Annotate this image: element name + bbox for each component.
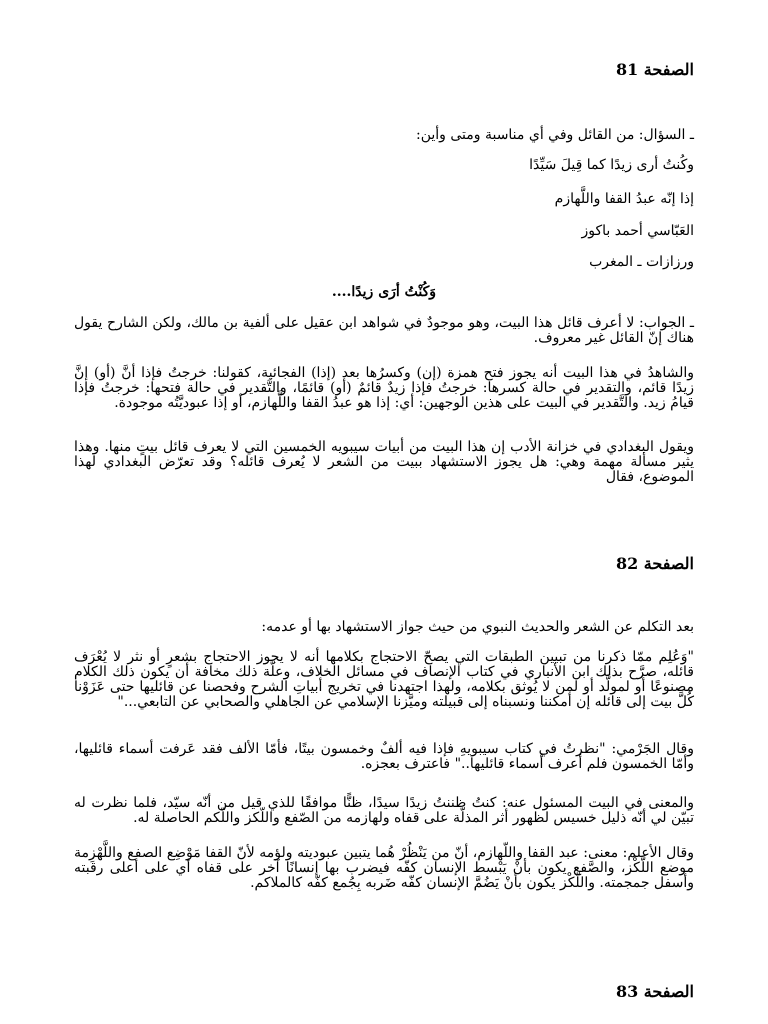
alam-paragraph: وقال الأعلم: معنى: عبد القفا واللّهازم، أنّ من يَنْظُرْ هُما يتبين عبوديته ولؤمه لأنّ القفا مَوْضِع الصفع واللَّهْزِمة موضع اللَّكْز، والصَّفع يكون بأنْ يَبْسط الإنسان كفّه فيضرب بها إنسانًا آخر على قفاه أي على أعلى رقبته وأسفل جمجمته. واللّكْز يكون بأنْ يَضُمَّ الإنسان كفّه ضَربه بِجُمع كفّه كالملاكم. <box>74 845 694 891</box>
verse-second-half: إذا إنّه عبدُ القفا واللَّهازم <box>554 191 694 207</box>
shahid-paragraph: والشاهدُ في هذا البيت أنه يجوز فتح همزة (إن) وكسرُها بعد (إذا) الفجائية، كقولنا: خرجتُ فإذا أنَّ (أو) إنَّ زيدًا قائم، والتقدير في حالة كسرها: خرجتُ فإذا زيدٌ قائمٌ (أو) قائمًا، والتَّقدير في حالة فتحها: خرجتُ فإذا قيامُ زيد. والتَّقدير في البيت على هذين الوجهين: أي: إذا هو عبدُ القفا واللَّهازم، أو إذا عبوديَّتُه موجودة. <box>74 365 694 411</box>
question-line: ـ السؤال: من القائل وفي أي مناسبة ومتى وأين: <box>415 127 694 143</box>
page-82-heading: الصفحة 82 <box>615 554 694 573</box>
verse-first-half: وكُنتُ أرى زيدًا كما قِيلَ سَيِّدًا <box>529 157 694 173</box>
meaning-paragraph: والمعنى في البيت المسئول عنه: كنتُ ظننتُ زيدًا سيدًا، ظنًّا موافقًا للذي قيل من أنّه سيّد، فلما نظرت له تبيّن لي أنّه ذليل خسيس لظهور أثر المذلّة على قفاه ولهازمه من الصّفع واللّكز واللّكم الحاصلة له. <box>74 795 694 826</box>
asker-place: ورزازات ـ المغرب <box>589 254 694 270</box>
section-subtitle: وَكُنْتُ أرَى زيدًا.... <box>331 284 437 300</box>
baghdadi-paragraph: ويقول البغدادي في خزانة الأدب إن هذا البيت من أبيات سيبويه الخمسين التي لا يعرف قائل بيتٍ منها. وهذا يثير مسألة مهمة وهي: هل يجوز الاستشهاد ببيت من الشعر لا يُعرف قائله؟ وقد تعرّض البغدادي لهذا الموضوع، فقال <box>74 439 694 485</box>
page-83-heading: الصفحة 83 <box>615 982 694 1001</box>
answer-paragraph: ـ الجواب: لا أعرف قائل هذا البيت، وهو موجودٌ في شواهد ابن عقيل على ألفية بن مالك، ولكن الشارح يقول هناك إنّ القائل غير معروف. <box>74 315 694 346</box>
intro-line: بعد التكلم عن الشعر والحديث النبوي من حيث جواز الاستشهاد بها أو عدمه: <box>261 619 694 635</box>
jarmi-paragraph: وقال الجَرْمي: "نظرتُ في كتاب سيبويهِ فإذا فيه ألفٌ وخمسون بيتًا، فأمّا الألف فقد عَرفت أسماء قائليها، وأمّا الخمسون فلم أعرف أسماء قائليها.." فاعترف بعجزه. <box>74 741 694 772</box>
asker-name: العَبّاسي أحمد باكوز <box>581 223 694 239</box>
page-81-heading: الصفحة 81 <box>615 60 694 79</box>
quote-paragraph: "وَعُلِم ممّا ذكرنا من تبيين الطبقات التي يصحّ الاحتجاج بكلامها أنه لا يجوز الاحتجاج بشعرٍ أو نثر لا يُعْرَف قائله، صرَّح بذلك ابن الأنباري في كتاب الإنصاف في مسائل الخلاف، وعلَّة ذلك مخافة أن يكون ذلك الكلام مصنوعًا أو لمولَّد أو لمن لا يُوثق بكلامه، ولهذا اجتهدنا في تخريج أبياتِ الشرح وفحصنا عن قائليها حتى عَزَوْنا كُلَّ بيت إلى قائله إن أمكننا ونسبناه إلى قبيلته وميَّزنا الإسلامي عن الجاهلي والصحابي عن التابعي..." <box>74 649 694 710</box>
